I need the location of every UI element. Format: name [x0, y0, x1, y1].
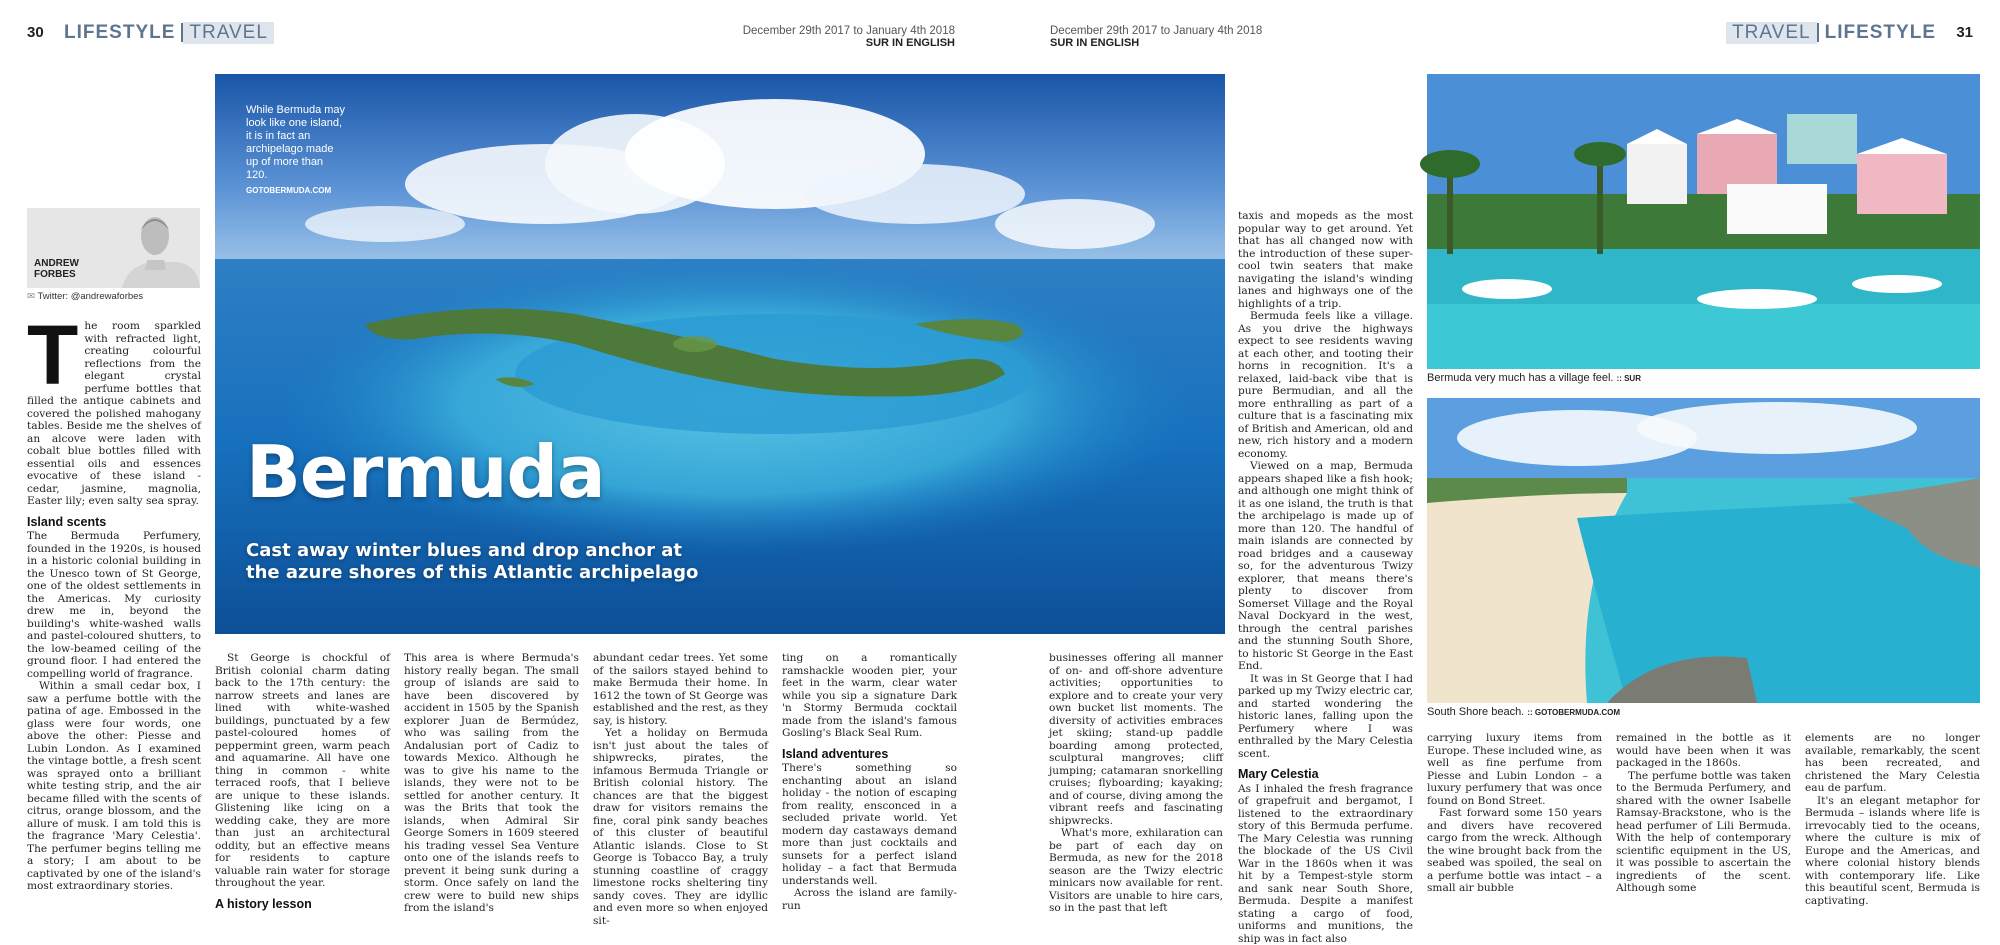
paragraph: Yet a holiday on Bermuda isn't just about the tales of shipwrecks, pirates, the infamous Bermuda Triangle or British colonial history. The chances are that the biggest draw for visitors remains the fine, coral pink sandy beaches of this cluster of beautiful Atlantic islands. Close to St George is Tobacco Bay, a truly stunning coastline of craggy limestone rocks sheltering tiny sandy coves. They are idyllic and even more so when enjoyed sit-	[593, 727, 768, 927]
paragraph: St George is chockful of British colonial charm dating back to the 17th century: the narrow streets and lanes are lined with white-washed buildings, punctuated by a few pastel-coloured homes of peppermint green, warm peach and aquamarine. All have one thing in common - white terraced roofs, that I believe are unique to these islands. Glistening like icing on a wedding cake, they are more than just an architectural oddity, but an effective means for residents to capture valuable rain water for storage throughout the year.	[215, 652, 390, 890]
article-column-6	[1049, 652, 1223, 915]
section-label: LIFESTYLE	[1819, 22, 1942, 44]
subheading: A history lesson	[215, 898, 390, 911]
article-intro: he room sparkled with refracted light, creating colourful reflections from the elegant crystal perfume bottles that filled the antique cabinets and covered the polished mahogany tables. Beside me the shelves of an alcove were laden with cobalt blue bottles filled with essential oils and essences evocative of these island - cedar, jasmine, magnolia, Easter lily; even salty sea spray.	[27, 320, 201, 508]
paragraph: carrying luxury items from Europe. These included wine, as well as fine perfume from Piesse and Lubin London – a luxury perfumery that was once found on Bond Street.	[1427, 732, 1602, 807]
south-shore-beach-image	[1427, 398, 1980, 703]
paragraph: taxis and mopeds as the most popular way to get around. Yet that has all changed now with the introduction of these super-cool twin seaters that make navigating the island's winding lanes and highways one of the highlights of a trip.	[1238, 210, 1413, 310]
subheading: Island adventures	[782, 748, 957, 761]
dateline-left	[743, 25, 955, 49]
standfirst: Cast away winter blues and drop anchor at the azure shores of this Atlantic archipelago	[246, 540, 706, 584]
publication-name: SUR IN ENGLISH	[743, 37, 955, 49]
village-photo	[1427, 74, 1980, 369]
publication-name: SUR IN ENGLISH	[1050, 37, 1262, 49]
photo-credit: :: GOTOBERMUDA.COM	[1527, 708, 1620, 717]
paragraph: elements are no longer available, remarkably, the scent has been recreated, and christened the Mary Celestia eau de parfum.	[1805, 732, 1980, 795]
author-first-name: ANDREW	[34, 258, 79, 269]
beach-photo-caption	[1427, 706, 1620, 718]
caption-text: Bermuda very much has a village feel.	[1427, 372, 1613, 384]
article-column-8	[1427, 732, 1602, 895]
paragraph: Fast forward some 150 years and divers have recovered cargo from the wreck. Although the wine brought back from the seabed was spoiled, the seal on a perfume bottle was intact – a small air bubble	[1427, 807, 1602, 895]
hero-caption-text: While Bermuda may look like one island, it is in fact an archipelago made up of more than 120.	[246, 104, 345, 181]
paragraph: There's something so enchanting about an island holiday - the notion of escaping from reality, ensconced in a secluded private world. Yet modern day castaways demand more than just cocktails and sunsets for a perfect island holiday – a fact that Bermuda understands well.	[782, 762, 957, 887]
subheading: Island scents	[27, 516, 201, 529]
author-box	[27, 208, 200, 288]
author-last-name: FORBES	[34, 269, 79, 280]
page-number-right: 31	[1956, 24, 1973, 41]
headline: Bermuda	[246, 430, 605, 514]
article-column-2	[215, 652, 390, 912]
paragraph: remained in the bottle as it would have been when it was packaged in the 1860s.	[1616, 732, 1791, 770]
paragraph: Within a small cedar box, I saw a perfume bottle with the patina of age. Embossed in the glass were four words, one above the other: Piesse and Lubin London. As I examined the vintage bottle, a fresh scent was sprayed onto a brilliant white testing strip, and the air became filled with the scents of citrus, orange blossom, and the allure of musk. I am told this is the fragrance 'Mary Celestia'. The perfumer begins telling me a story; I am about to be captivated by one of the island's most extraordinary stories.	[27, 680, 201, 893]
paragraph: It's an elegant metaphor for Bermuda – islands where life is irrevocably tied to the oceans, where the culture is mix of Europe and the Americas, and where colonial history blends with contemporary life. Like this beautiful scent, Bermuda is captivating.	[1805, 795, 1980, 908]
article-column-1	[27, 320, 201, 893]
article-column-3	[404, 652, 579, 915]
paragraph: abundant cedar trees. Yet some of the sailors stayed behind to make Bermuda their home. In 1612 the town of St George was established and the rest, as they say, is history.	[593, 652, 768, 727]
page-number-left: 30	[27, 24, 44, 41]
article-column-4	[593, 652, 768, 927]
article-column-10	[1805, 732, 1980, 907]
subsection-label: TRAVEL	[1726, 22, 1817, 44]
subsection-label: TRAVEL	[183, 22, 274, 44]
paragraph: The perfume bottle was taken to the Bermuda Perfumery, and shared with the owner Isabelle Ramsay-Brackstone, who is the head perfumer of Lili Bermuda. With the help of contemporary scientific equipment in the US, it was possible to ascertain the ingredients of the scent. Although some	[1616, 770, 1791, 895]
paragraph: This area is where Bermuda's history really began. The small group of islands are said to have been discovered by accident in 1505 by the Spanish explorer Juan de Bermúdez, who was sailing from the Andalusian port of Cadiz to towards Mexico. Although he was to give his name to the islands, they were not to be settled for another century. It was the Brits that took the islands, when Admiral Sir George Somers in 1609 steered his trading vessel Sea Venture onto one of the islands reefs to prevent it being sunk during a storm. Once safely on land the crew were to build new ships from the island's	[404, 652, 579, 915]
harbour-village-image	[1427, 74, 1980, 369]
article-column-7	[1238, 210, 1413, 945]
paragraph: What's more, exhilaration can be part of each day on Bermuda, as new for the 2018 season are the Twizy electric minicars now available for rent. Visitors are unable to hire cars, so in the past that left	[1049, 827, 1223, 915]
envelope-icon: ✉	[27, 291, 35, 302]
paragraph: ting on a romantically ramshackle wooden pier, your feet in the warm, clear water while you sip a signature Dark 'n Stormy Bermuda cocktail made from the island's famous Gosling's Black Seal Rum.	[782, 652, 957, 740]
issue-date: December 29th 2017 to January 4th 2018	[1050, 25, 1262, 37]
author-twitter[interactable]	[27, 291, 143, 302]
village-photo-caption	[1427, 372, 1641, 384]
issue-date: December 29th 2017 to January 4th 2018	[743, 25, 955, 37]
paragraph: Across the island are family-run	[782, 887, 957, 912]
article-column-5	[782, 652, 957, 912]
section-label: LIFESTYLE	[58, 22, 181, 44]
twitter-handle: Twitter: @andrewaforbes	[37, 291, 143, 302]
photo-credit: :: SUR	[1617, 374, 1641, 383]
photo-credit: GOTOBERMUDA.COM	[246, 184, 346, 197]
dateline-right	[1050, 25, 1262, 49]
paragraph: As I inhaled the fresh fragrance of grapefruit and bergamot, I listened to the extraordinary story of this Bermuda perfume. The Mary Celestia was running the blockade of the US Civil War in the 1860s when it was hit by a Tempest-style storm and sank near South Shore, Bermuda. Despite a manifest stating a cargo of food, uniforms and munitions, the ship was in fact also	[1238, 783, 1413, 945]
paragraph: The Bermuda Perfumery, founded in the 1920s, is housed in a historic colonial building in the Unesco town of St George, one of the oldest settlements in the Americas. My curiosity drew me in, beyond the building's white-washed walls and pastel-coloured shutters, to the low-beamed ceiling of the ground floor. I had entered the compelling world of fragrance.	[27, 530, 201, 680]
drop-cap: T	[27, 322, 78, 388]
hero-caption	[246, 104, 346, 197]
paragraph: It was in St George that I had parked up my Twizy electric car, and started wondering the historic lanes, falling upon the Perfumery where I was enthralled by the Mary Celestia scent.	[1238, 673, 1413, 761]
author-name	[34, 258, 79, 280]
paragraph: Viewed on a map, Bermuda appears shaped like a fish hook; and although one might think of it as one island, the truth is that the archipelago is made up of more than 120. The handful of main islands are connected by road bridges and a causeway so, for the adventurous Twizy explorer, that means there's plenty to discover from Somerset Village and the Royal Naval Dockyard in the west, through the central parishes and the stunning South Shore, to historic St George in the East End.	[1238, 460, 1413, 673]
paragraph: businesses offering all manner of on- and off-shore adventure activities; opportunities to explore and to create your very own bucket list moments. The diversity of activities embraces jet skiing; stand-up paddle boarding among protected, sculptural mangroves; cliff jumping; catamaran snorkelling cruises; flyboarding; kayaking; and of course, diving among the vibrant reefs and fascinating shipwrecks.	[1049, 652, 1223, 827]
section-tag-right	[1726, 21, 1942, 44]
caption-text: South Shore beach.	[1427, 706, 1524, 718]
section-tag-left	[58, 21, 274, 44]
paragraph: Bermuda feels like a village. As you drive the highways expect to see residents waving at each other, and tooting their horns in recognition. It's a relaxed, laid-back vibe that is pure Bermudian, and all the more enthralling as part of a culture that is a fascinating mix of British and American, old and new, rich history and a modern economy.	[1238, 310, 1413, 460]
subheading: Mary Celestia	[1238, 768, 1413, 781]
beach-photo	[1427, 398, 1980, 703]
article-column-9	[1616, 732, 1791, 895]
